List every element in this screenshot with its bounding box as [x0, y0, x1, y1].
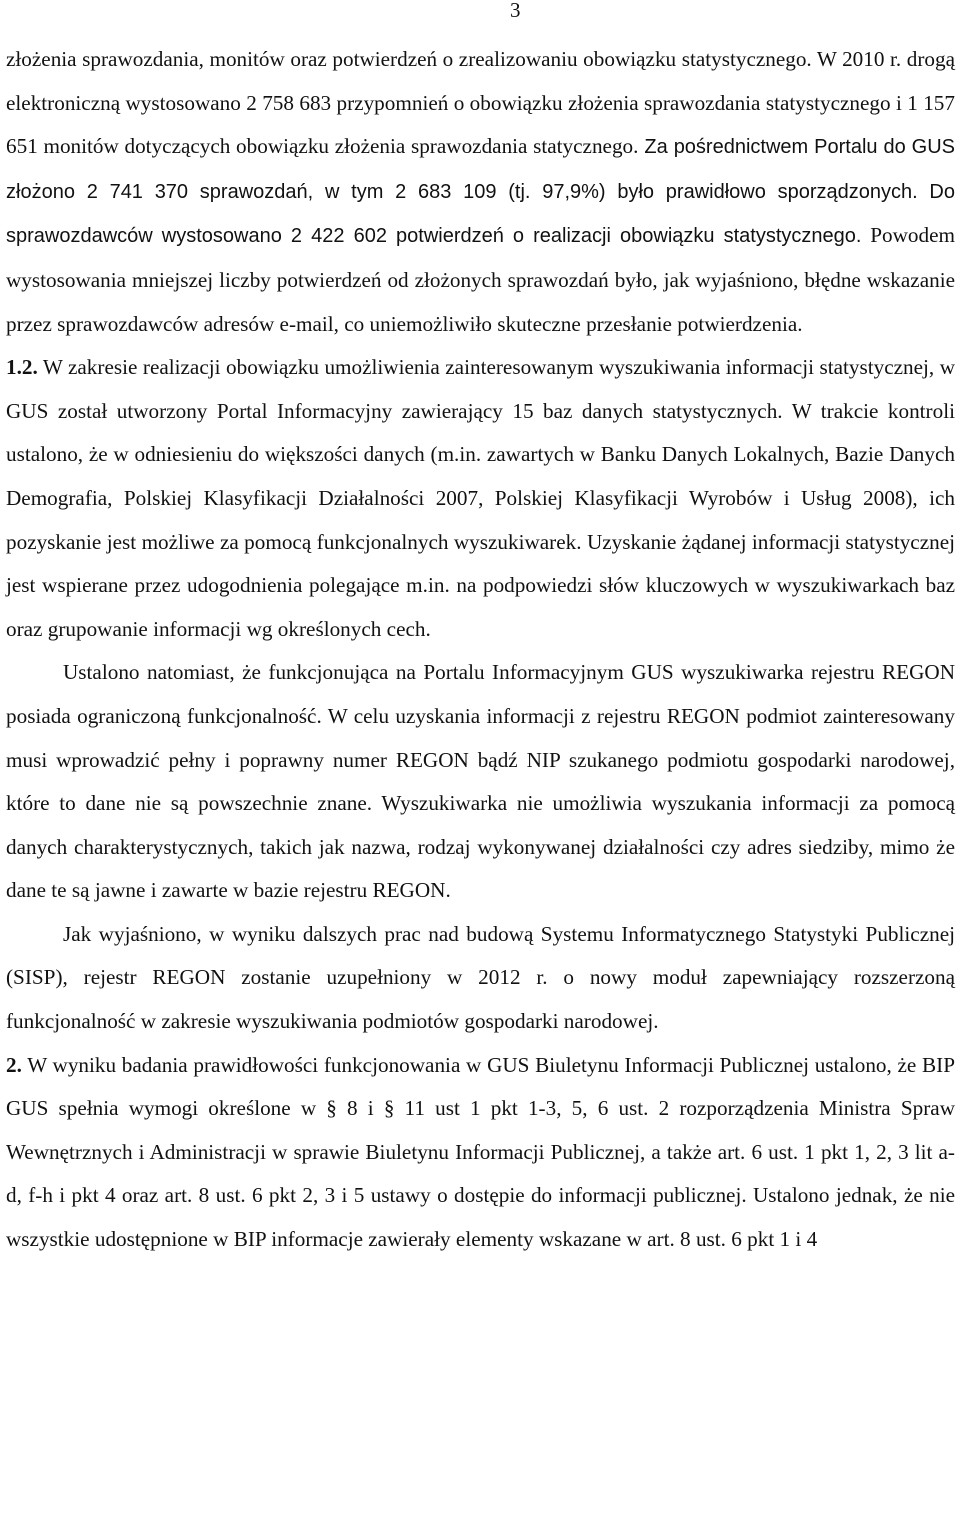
text-segment-sans: Za pośrednictwem Portalu do GUS złożono 2 741 370 sprawozdań, w tym 2 683 109 (tj. 97,9%) było prawidłowo sporządzonych. Do sprawozdawców wystosowano 2 422 602 potwierdzeń o realizacji obowiązku statystycznego.: [6, 136, 955, 248]
paragraph-2-bip: [6, 1044, 955, 1262]
paragraph-text: Ustalono natomiast, że funkcjonująca na Portalu Informacyjnym GUS wyszukiwarka rejestru REGON posiada ograniczoną funkcjonalność. W celu uzyskania informacji z rejestru REGON podmiot zainteresowany musi wprowadzić pełny i poprawny numer REGON bądź NIP szukanego podmiotu gospodarki narodowej, które to dane nie są powszechnie znane. Wyszukiwarka nie umożliwia wyszukania informacji za pomocą danych charakterystycznych, takich jak nazwa, rodzaj wykonywanej działalności czy adres siedziby, mimo że dane te są jawne i zawarte w bazie rejestru REGON.: [6, 660, 955, 903]
paragraph-1-2: [6, 346, 955, 651]
paragraph-text: Jak wyjaśniono, w wyniku dalszych prac nad budową Systemu Informatycznego Statystyki Publicznej (SISP), rejestr REGON zostanie uzupełniony w 2012 r. o nowy moduł zapewniający rozszerzoną funkcjonalność w zakresie wyszukiwania podmiotów gospodarki narodowej.: [6, 921, 955, 1034]
paragraph-text: W zakresie realizacji obowiązku umożliwienia zainteresowanym wyszukiwania informacji statystycznej, w GUS został utworzony Portal Informacyjny zawierający 15 baz danych statystycznych. W trakcie kontroli ustalono, że w odniesieniu do większości danych (m.in. zawartych w Banku Danych Lokalnych, Bazie Danych Demografia, Polskiej Klasyfikacji Działalności 2007, Polskiej Klasyfikacji Wyrobów i Usług 2008), ich pozyskanie jest możliwe za pomocą funkcjonalnych wyszukiwarek. Uzyskanie żądanej informacji statystycznej jest wspierane przez udogodnienia polegające m.in. na podpowiedzi słów kluczowych w wyszukiwarkach baz oraz grupowanie informacji wg określonych cech.: [6, 355, 955, 641]
text-segment: złożenia sprawozdania, monitów oraz potwierdzeń o zrealizowaniu obowiązku statystycznego. W 2010 r. drogą elektroniczną wystosowano 2 758 683 przypomnień o obowiązku złożenia sprawozdania statystycznego i 1 157 651 monitów dotyczących obowiązku złożenia sprawozdania statycznego.: [6, 47, 955, 159]
page-number: 3: [510, 0, 521, 22]
paragraph-sisp: [6, 913, 955, 1044]
section-number: 1.2.: [6, 355, 38, 380]
paragraph-text: W wyniku badania prawidłowości funkcjonowania w GUS Biuletynu Informacji Publicznej ustalono, że BIP GUS spełnia wymogi określone w § 8 i § 11 ust 1 pkt 1-3, 5, 6 ust. 2 rozporządzenia Ministra Spraw Wewnętrznych i Administracji w sprawie Biuletynu Informacji Publicznej, a także art. 6 ust. 1 pkt 1, 2, 3 lit a-d, f-h i pkt 4 oraz art. 8 ust. 6 pkt 2, 3 i 5 ustawy o dostępie do informacji publicznej. Ustalono jednak, że nie wszystkie udostępnione w BIP informacje zawierały elementy wskazane w art. 8 ust. 6 pkt 1 i 4: [6, 1052, 955, 1252]
text-segment: Powodem wystosowania mniejszej liczby potwierdzeń od złożonych sprawozdań było, jak wyjaśniono, błędne wskazanie przez sprawozdawców adresów e-mail, co uniemożliwiło skuteczne przesłanie potwierdzenia.: [6, 223, 956, 336]
body-text: [6, 38, 955, 1262]
paragraph-statistics-portal: [6, 38, 955, 346]
section-number: 2.: [6, 1052, 22, 1077]
paragraph-regon-search: [6, 651, 955, 913]
